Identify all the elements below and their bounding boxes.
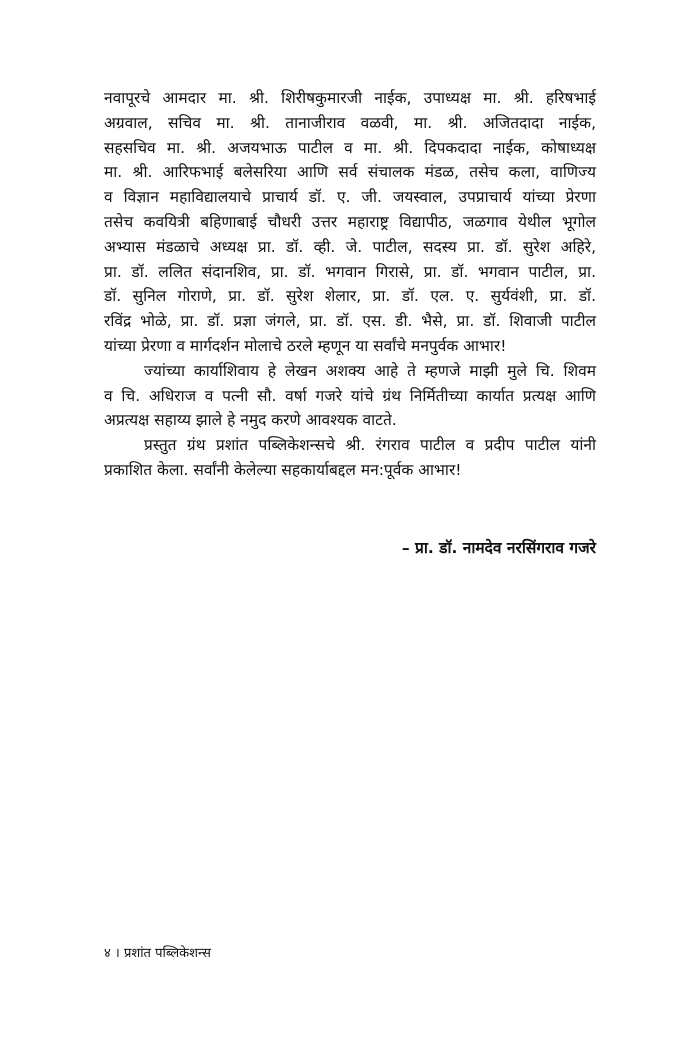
body-text (104, 86, 596, 483)
text-line: मा. श्री. आरिफभाई बलेसरिया आणि सर्व संचालक मंडळ, तसेच कला, वाणिज्य (104, 163, 596, 182)
paragraph-family (104, 359, 596, 433)
page-footer: ४ । प्रशांत पब्लिकेशन्स (104, 946, 211, 961)
text-line: प्रस्तुत ग्रंथ प्रशांत पब्लिकेशन्सचे श्री. रंगराव पाटील व प्रदीप पाटील यांनी (144, 436, 596, 455)
paragraph-publisher (104, 433, 596, 483)
text-line: तसेच कवयित्री बहिणाबाई चौधरी उत्तर महाराष्ट्र विद्यापीठ, जळगाव येथील भूगोल (104, 212, 596, 231)
text-line: सहसचिव मा. श्री. अजयभाऊ पाटील व मा. श्री. दिपकदादा नाईक, कोषाध्यक्ष (104, 138, 596, 157)
text-line: प्रकाशित केला. सर्वांनी केलेल्या सहकार्याबद्दल मन:पूर्वक आभार! (104, 460, 462, 479)
text-line: व चि. अधिराज व पत्नी सौ. वर्षा गजरे यांचे ग्रंथ निर्मितीच्या कार्यात प्रत्यक्ष आणि (104, 386, 596, 405)
text-line: अग्रवाल, सचिव मा. श्री. तानाजीराव वळवी, मा. श्री. अजितदादा नाईक, (104, 113, 596, 132)
text-line: रविंद्र भोळे, प्रा. डॉ. प्रज्ञा जंगले, प्रा. डॉ. एस. डी. भैसे, प्रा. डॉ. शिवाजी पाटील (104, 312, 596, 331)
text-line: अभ्यास मंडळाचे अध्यक्ष प्रा. डॉ. व्ही. जे. पाटील, सदस्य प्रा. डॉ. सुरेश अहिरे, (104, 237, 596, 256)
paragraph-acknowledgements (104, 86, 596, 359)
text-line: अप्रत्यक्ष सहाय्य झाले हे नमुद करणे आवश्यक वाटते. (104, 411, 397, 430)
text-line: नवापूरचे आमदार मा. श्री. शिरीषकुमारजी नाईक, उपाध्यक्ष मा. श्री. हरिषभाई (104, 89, 596, 107)
text-line: डॉ. सुनिल गोराणे, प्रा. डॉ. सुरेश शेलार, प्रा. डॉ. एल. ए. सुर्यवंशी, प्रा. डॉ. (104, 287, 596, 306)
author-signature: – प्रा. डॉ. नामदेव नरसिंगराव गजरे (401, 539, 596, 557)
text-line: ज्यांच्या कार्याशिवाय हे लेखन अशक्य आहे ते म्हणजे माझी मुले चि. शिवम (144, 361, 596, 380)
text-line: व विज्ञान महाविद्यालयाचे प्राचार्य डॉ. ए. जी. जयस्वाल, उपप्राचार्य यांच्या प्रेरणा (104, 188, 596, 207)
text-line: यांच्या प्रेरणा व मार्गदर्शन मोलाचे ठरले म्हणून या सर्वांचे मनपुर्वक आभार! (104, 336, 507, 355)
text-line: प्रा. डॉ. ललित संदानशिव, प्रा. डॉ. भगवान गिरासे, प्रा. डॉ. भगवान पाटील, प्रा. (104, 262, 596, 281)
